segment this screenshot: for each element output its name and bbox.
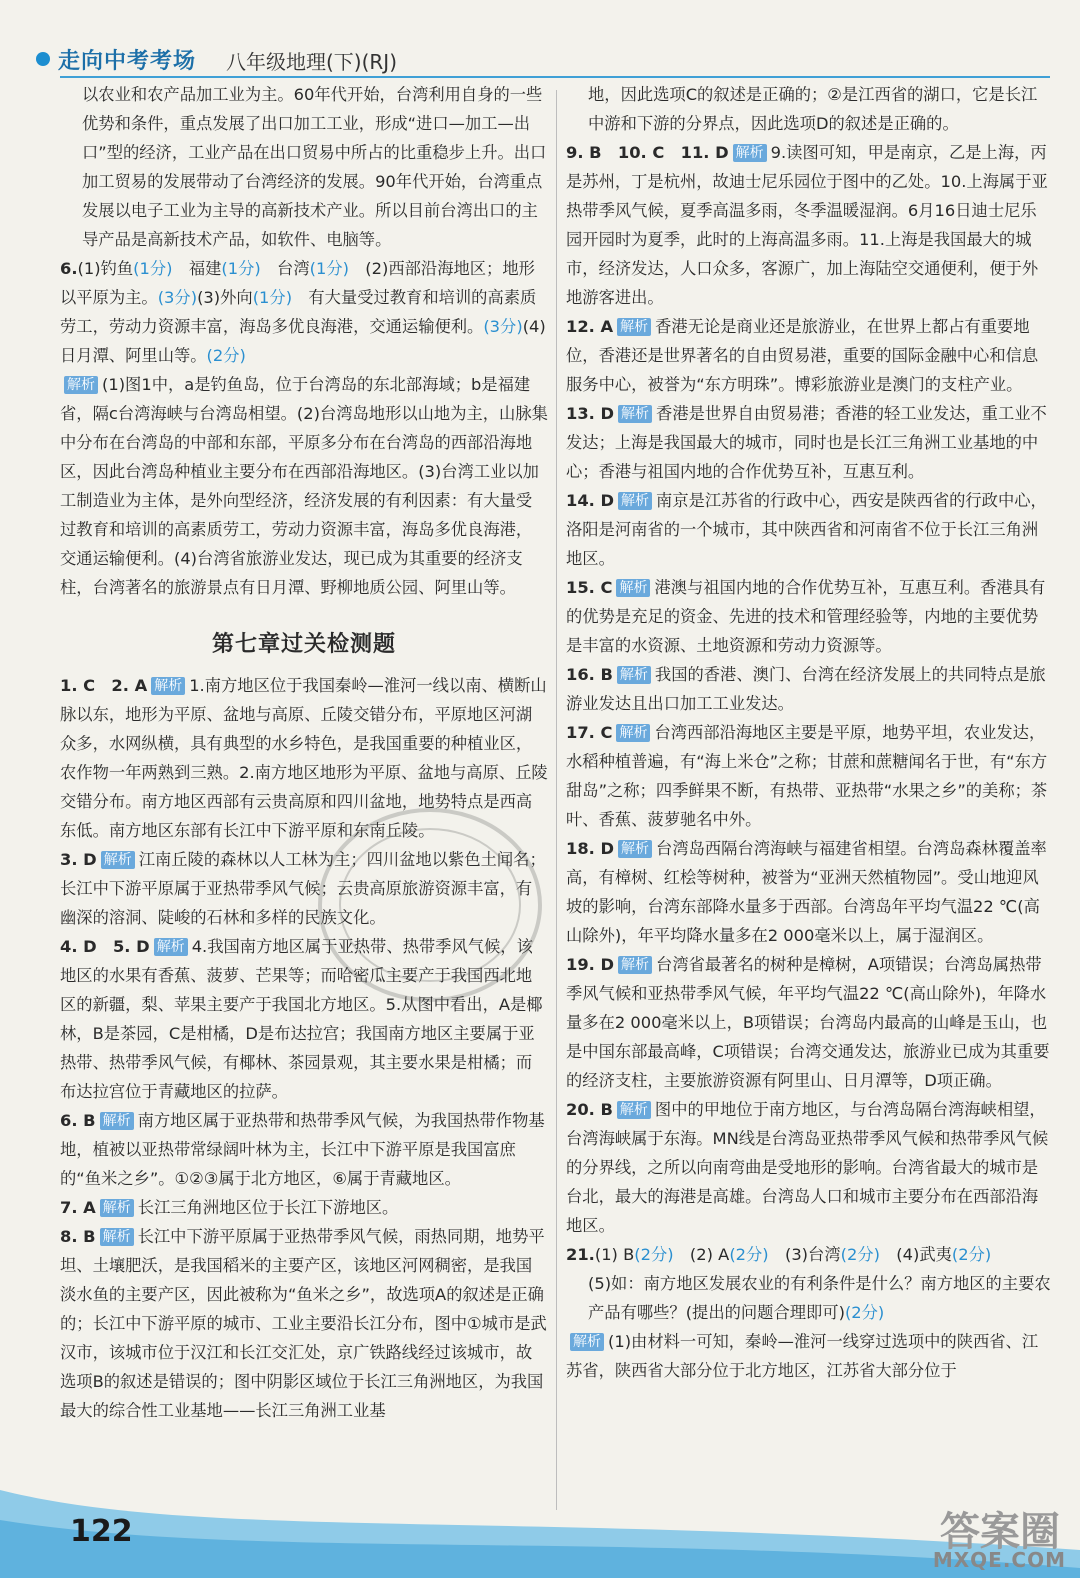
score: (2分) <box>634 1245 674 1264</box>
answer-key: 8. B <box>60 1227 96 1246</box>
analysis-tag: 解析 <box>617 666 651 684</box>
q21-d: (4)武夷 <box>896 1245 952 1264</box>
q6-answer <box>60 254 548 370</box>
q14-answer <box>566 486 1052 573</box>
q16-answer <box>566 660 1052 718</box>
analysis-tag: 解析 <box>618 492 652 510</box>
score: (2分) <box>840 1245 880 1264</box>
answer-key: 20. B <box>566 1100 613 1119</box>
q8-answer <box>60 1222 548 1425</box>
watermark-logo: 答案圈 <box>940 1509 1060 1555</box>
score: (3分) <box>483 317 523 336</box>
q13-answer <box>566 399 1052 486</box>
q6b-answer <box>60 1106 548 1193</box>
analysis-text: 图中的甲地位于南方地区，与台湾岛隔台湾海峡相望，台湾海峡属于东海。MN线是台湾岛亚热带季风气候和热带季风气候的分界线，之所以向南弯曲是受地形的影响。台湾省最大的城市是台北，最大的海港是高雄。台湾岛人口和城市主要分布在西部沿海地区。 <box>566 1100 1049 1235</box>
answer-key: 14. D <box>566 491 615 510</box>
score: (1分) <box>252 288 293 307</box>
q6-e: (3)外向 <box>197 288 253 307</box>
q17-answer <box>566 718 1052 834</box>
analysis-text: 9.读图可知，甲是南京，乙是上海，丙是苏州，丁是杭州，故迪士尼乐园位于图中的乙处。10.上海属于亚热带季风气候，夏季高温多雨，冬季温暖湿润。6月16日迪士尼乐园开园时为夏季，此时的上海高温多雨。11.上海是我国最大的城市，经济发达，人口众多，客源广，加上海陆空交通便利，便于外地游客进出。 <box>566 143 1048 307</box>
analysis-tag: 解析 <box>617 1101 651 1119</box>
analysis-tag: 解析 <box>100 1112 134 1130</box>
analysis-tag: 解析 <box>154 938 188 956</box>
column-divider <box>556 90 557 1510</box>
score: (1分) <box>133 259 173 278</box>
q21-part5 <box>566 1269 1052 1327</box>
analysis-tag: 解析 <box>64 376 98 394</box>
analysis-text: 江南丘陵的森林以人工林为主；四川盆地以紫色土闻名；长江中下游平原属于亚热带季风气候；云贵高原旅游资源丰富，有幽深的溶洞、陡峻的石林和多样的民族文化。 <box>60 850 546 927</box>
analysis-tag: 解析 <box>618 405 652 423</box>
page-number: 122 <box>70 1514 133 1549</box>
answer-key: 7. A <box>60 1198 96 1217</box>
q7-answer <box>60 1193 548 1222</box>
answer-key: 13. D <box>566 404 615 423</box>
analysis-tag: 解析 <box>100 1228 134 1246</box>
q6-g: (4)日月潭、阿里山等。 <box>60 317 546 365</box>
analysis-tag: 解析 <box>151 677 185 695</box>
q18-answer <box>566 834 1052 950</box>
q21-a: (1) B <box>594 1245 635 1264</box>
analysis-text: 香港是世界自由贸易港；香港的轻工业发达，重工业不发达；上海是我国最大的城市，同时也是长江三角洲工业基地的中心；香港与祖国内地的合作优势互补，互惠互利。 <box>566 404 1047 481</box>
analysis-text: 南京是江苏省的行政中心，西安是陕西省的行政中心，洛阳是河南省的一个城市，其中陕西省和河南省不位于长江三角洲地区。 <box>566 491 1047 568</box>
analysis-text: 4.我国南方地区属于亚热带、热带季风气候，该地区的水果有香蕉、菠萝、芒果等；而哈密瓜主要产于我国西北地区的新疆，梨、苹果主要产于我国北方地区。5.从图中看出，A是椰林，B是茶园，C是柑橘，D是布达拉宫；我国南方地区主要属于亚热带、热带季风气候，有椰林、茶园景观，其主要水果是柑橘；而布达拉宫位于青藏地区的拉萨。 <box>60 937 543 1101</box>
q6-number: 6. <box>60 259 78 278</box>
analysis-text: 港澳与祖国内地的合作优势互补，互惠互利。香港具有的优势是充足的资金、先进的技术和管理经验等，内地的主要优势是丰富的水资源、土地资源和劳动力资源等。 <box>566 578 1046 655</box>
analysis-text: 长江三角洲地区位于长江下游地区。 <box>137 1198 399 1217</box>
header-dot-icon <box>36 52 50 66</box>
analysis-tag: 解析 <box>733 144 767 162</box>
answer-key: 16. B <box>566 665 613 684</box>
answer-key: 21. <box>566 1245 595 1264</box>
analysis-tag: 解析 <box>618 840 652 858</box>
answer-key: 3. D <box>60 850 97 869</box>
analysis-text: 台湾省最著名的树种是樟树，A项错误；台湾岛属热带季风气候和亚热带季风气候，年平均气温22 ℃(高山除外)，年降水量多在2 000毫米以上，B项错误；台湾岛内最高的山峰是玉山，也是中国东部最高峰，C项错误；台湾交通发达，旅游业已成为其重要的经济支柱，主要旅游资源有阿里山、日月潭等，D项正确。 <box>566 955 1050 1090</box>
header-rule <box>60 76 1050 78</box>
score: (3分) <box>157 288 198 307</box>
score: (2分) <box>206 346 246 365</box>
q12-answer <box>566 312 1052 399</box>
analysis-text: 南方地区属于亚热带和热带季风气候，为我国热带作物基地，植被以亚热带常绿阔叶林为主，长江中下游平原是我国富庶的“鱼米之乡”。①②③属于北方地区，⑥属于青藏地区。 <box>60 1111 545 1188</box>
q6-c: 台湾 <box>277 259 310 278</box>
analysis-text: 台湾西部沿海地区主要是平原，地势平坦，农业发达，水稻种植普遍，有“海上米仓”之称；甘蔗和蔗糖闻名于世，有“东方甜岛”之称；四季鲜果不断，有热带、亚热带“水果之乡”的美称；茶叶、香蕉、菠萝驰名中外。 <box>566 723 1048 829</box>
header-title: 走向中考考场 <box>58 49 197 74</box>
bottom-wave-decoration <box>0 1450 1080 1578</box>
q6-analysis <box>60 370 548 602</box>
answer-key: 19. D <box>566 955 615 974</box>
analysis-text: 香港无论是商业还是旅游业，在世界上都占有重要地位，香港还是世界著名的自由贸易港，重要的国际金融中心和信息服务中心，被誉为“东方明珠”。博彩旅游业是澳门的支柱产业。 <box>566 317 1039 394</box>
q6-d: (2)西部沿海地区；地形以平原为主。 <box>60 259 535 307</box>
q21-c: (3)台湾 <box>784 1245 841 1264</box>
answer-key: 15. C <box>566 578 613 597</box>
q19-answer <box>566 950 1052 1095</box>
analysis-tag: 解析 <box>618 956 652 974</box>
analysis-tag: 解析 <box>101 851 135 869</box>
analysis-tag: 解析 <box>616 579 650 597</box>
q6-b: 福建 <box>188 259 222 278</box>
answer-key: 12. A <box>566 317 614 336</box>
watermark-text: MXQE.COM <box>932 1548 1066 1572</box>
q15-answer <box>566 573 1052 660</box>
header-subtitle: 八年级地理(下)(RJ) <box>226 50 398 74</box>
q21-answer <box>566 1240 1052 1269</box>
left-column <box>60 80 548 1425</box>
continued-text: 地，因此选项C的叙述是正确的；②是江西省的湖口，它是长江中游和下游的分界点，因此选项D的叙述是正确的。 <box>588 85 1038 133</box>
analysis-tag: 解析 <box>570 1333 604 1351</box>
q21-e: (5)如：南方地区发展农业的有利条件是什么？南方地区的主要农产品有哪些？(提出的问题合理即可) <box>588 1274 1051 1322</box>
analysis-text: (1)图1中，a是钓鱼岛，位于台湾岛的东北部海域；b是福建省，隔c台湾海峡与台湾岛相望。(2)台湾岛地形以山地为主，山脉集中分布在台湾岛的中部和东部，平原多分布在台湾岛的西部沿海地区，因此台湾岛种植业主要分布在西部沿海地区。(3)台湾工业以加工制造业为主体，是外向型经济，经济发展的有利因素：有大量受过教育和培训的高素质劳工，劳动力资源丰富，海岛多优良海港，交通运输便利。(4)台湾省旅游业发达，现已成为其重要的经济支柱，台湾著名的旅游景点有日月潭、野柳地质公园、阿里山等。 <box>60 375 548 597</box>
analysis-text: 台湾岛西隔台湾海峡与福建省相望。台湾岛森林覆盖率高，有樟树、红桧等树种，被誉为“亚洲天然植物园”。受山地迎风坡的影响，台湾东部降水量多于西部。台湾岛年平均气温22 ℃(高山除外)，年平均降水量多在2 000毫米以上，属于湿润区。 <box>566 839 1047 945</box>
q20-answer <box>566 1095 1052 1240</box>
answer-key: 1. C 2. A <box>60 676 148 695</box>
q21-analysis <box>566 1327 1052 1385</box>
answer-key: 9. B 10. C 11. D <box>566 143 729 162</box>
analysis-text: 1.南方地区位于我国秦岭—淮河一线以南、横断山脉以东，地形为平原、盆地与高原、丘陵交错分布，平原地区河湖众多，水网纵横，具有典型的水乡特色，是我国重要的种植业区，农作物一年两熟到三熟。2.南方地区地形为平原、盆地与高原、丘陵交错分布。南方地区西部有云贵高原和四川盆地，地势特点是西高东低。南方地区东部有长江中下游平原和东南丘陵。 <box>60 676 548 840</box>
q6-a: (1)钓鱼 <box>77 259 134 278</box>
analysis-tag: 解析 <box>617 318 651 336</box>
score: (2分) <box>951 1245 992 1264</box>
section-title: 第七章过关检测题 <box>211 632 396 657</box>
answer-key: 4. D 5. D <box>60 937 150 956</box>
stamp-watermark-icon <box>310 800 550 1010</box>
analysis-text: (1)由材料一可知，秦岭—淮河一线穿过选项中的陕西省、江苏省，陕西省大部分位于北方地区，江苏省大部分位于 <box>566 1332 1039 1380</box>
analysis-tag: 解析 <box>100 1199 134 1217</box>
score: (2分) <box>729 1245 769 1264</box>
analysis-text: 我国的香港、澳门、台湾在经济发展上的共同特点是旅游业发达且出口加工工业发达。 <box>566 665 1046 713</box>
score: (2分) <box>844 1303 885 1322</box>
answer-key: 17. C <box>566 723 613 742</box>
answer-key: 18. D <box>566 839 615 858</box>
q21-b: (2) A <box>689 1245 730 1264</box>
q9-answer <box>566 138 1052 312</box>
answer-key: 6. B <box>60 1111 96 1130</box>
score: (1分) <box>221 259 261 278</box>
score: (1分) <box>309 259 349 278</box>
analysis-tag: 解析 <box>616 724 650 742</box>
analysis-text: 长江中下游平原属于亚热带季风气候，雨热同期，地势平坦、土壤肥沃，是我国稻米的主要产区，该地区河网稠密，是我国淡水鱼的主要产区，因此被称为“鱼米之乡”，故选项A的叙述是正确的；长江中下游平原的城市、工业主要沿长江分布，图中①城市是武汉市，该城市位于汉江和长江交汇处，京广铁路线经过该城市，故选项B的叙述是错误的；图中阴影区域位于长江三角洲地区，为我国最大的综合性工业基地——长江三角洲工业基 <box>60 1227 547 1420</box>
intro-text: 以农业和农产品加工业为主。60年代开始，台湾利用自身的一些优势和条件，重点发展了出口加工工业，形成“进口—加工—出口”型的经济，工业产品在出口贸易中所占的比重稳步上升。出口加工贸易的发展带动了台湾经济的发展。90年代开始，台湾重点发展以电子工业为主导的高新技术产业。所以目前台湾出口的主导产品是高新技术产品，如软件、电脑等。 <box>82 85 547 249</box>
q6-f: 有大量受过教育和培训的高素质劳工，劳动力资源丰富，海岛多优良海港，交通运输便利。 <box>60 288 537 336</box>
right-column <box>566 80 1052 1385</box>
